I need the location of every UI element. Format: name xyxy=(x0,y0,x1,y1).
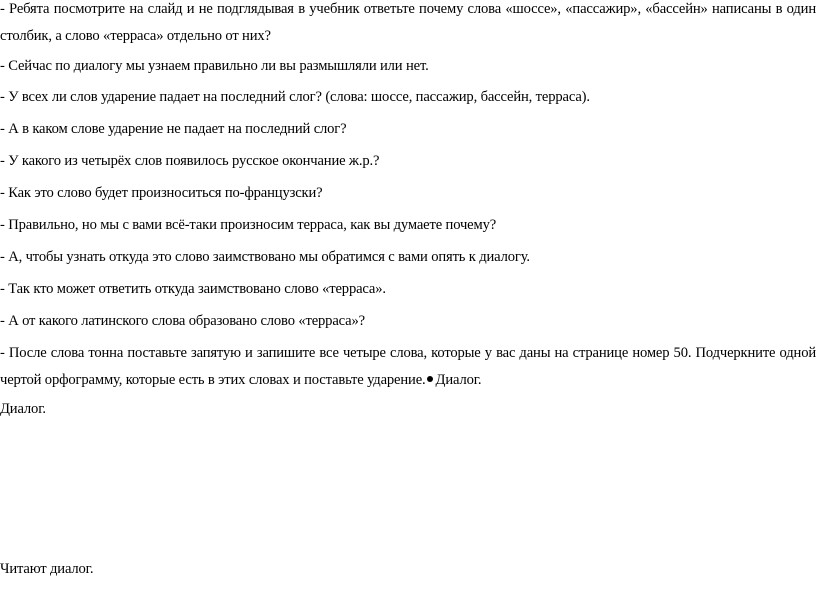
paragraph-4: - А в каком слове ударение не падает на последний слог? xyxy=(0,121,347,137)
bullet-icon xyxy=(427,376,433,382)
reading-note: Читают диалог. xyxy=(0,561,94,577)
bullet-dialog-text: Диалог. xyxy=(435,372,482,388)
paragraph-question-1: - Ребята посмотрите на слайд и не подглядывая в учебник ответьте почему слова «шоссе», «пассажир», «бассейн» написаны в один столбик, а слово «терраса» отдельно от них? xyxy=(0,1,816,44)
paragraph-7: - Правильно, но мы с вами всё-таки произносим терраса, как вы думаете почему? xyxy=(0,217,497,233)
paragraph-10: - А от какого латинского слова образовано слово «терраса»? xyxy=(0,313,365,329)
paragraph-5: - У какого из четырёх слов появилось русское окончание ж.р.? xyxy=(0,153,380,169)
paragraph-instruction xyxy=(0,340,816,394)
paragraph-3: - У всех ли слов ударение падает на последний слог? (слова: шоссе, пассажир, бассейн, терраса). xyxy=(0,89,590,105)
paragraph-9: - Так кто может ответить откуда заимствовано слово «терраса». xyxy=(0,281,386,297)
paragraph-6: - Как это слово будет произноситься по-французски? xyxy=(0,185,323,201)
instruction-text: - После слова тонна поставьте запятую и запишите все четыре слова, которые у вас даны на странице номер 50. Подчеркните одной чертой орфограмму, которые есть в этих словах и поставьте ударение. xyxy=(0,345,816,388)
dialog-label: Диалог. xyxy=(0,401,46,417)
paragraph-8: - А, чтобы узнать откуда это слово заимствовано мы обратимся с вами опять к диалогу. xyxy=(0,249,530,265)
paragraph-2: - Сейчас по диалогу мы узнаем правильно ли вы размышляли или нет. xyxy=(0,58,429,74)
